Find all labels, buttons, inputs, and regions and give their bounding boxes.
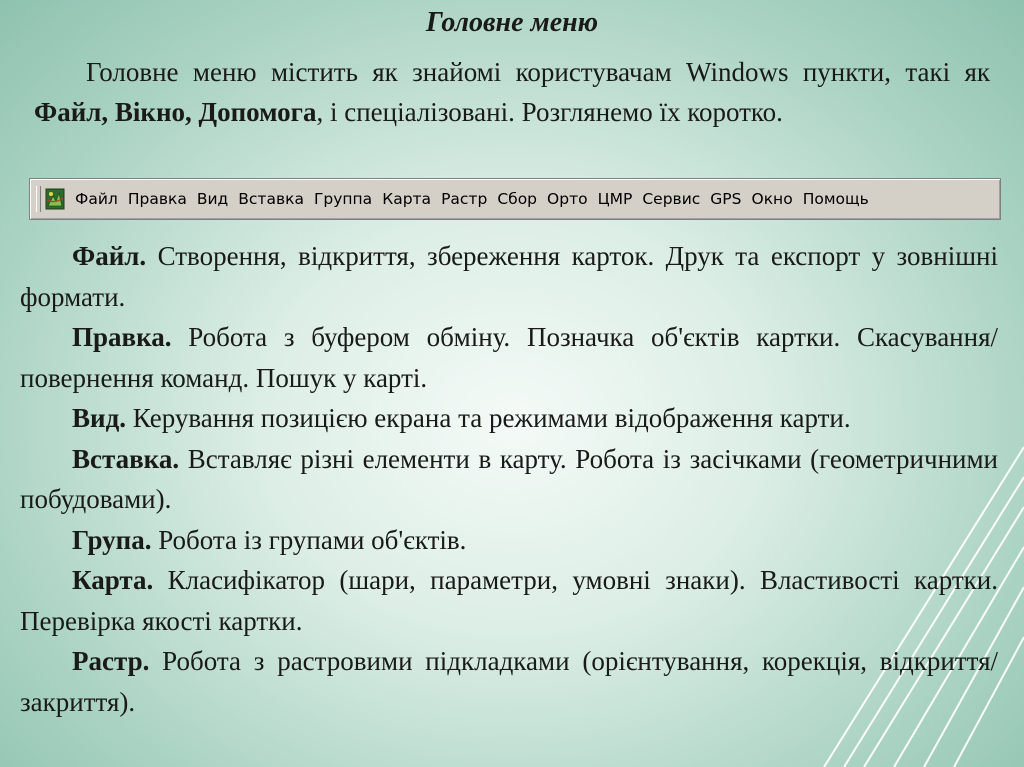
menu-item-file[interactable]: Файл [75,190,118,208]
description-group [20,520,998,561]
description-map [20,560,998,641]
menu-item-collect[interactable]: Сбор [497,190,538,208]
intro-text-end: , і спеціалізовані. Розглянемо їх коротко. [316,97,783,127]
menu-descriptions [20,236,998,722]
menu-item-edit[interactable]: Правка [127,190,187,208]
description-term: Карта. [72,565,154,595]
main-menu-bar [29,178,1001,220]
menu-item-view[interactable]: Вид [196,190,229,208]
menu-item-help[interactable]: Помощь [802,190,869,208]
menu-item-insert[interactable]: Вставка [238,190,304,208]
description-term: Правка. [72,322,172,352]
description-text: Керування позицією екрана та режимами відображення карти. [125,403,851,433]
menu-item-gps[interactable]: GPS [710,190,742,208]
menu-items [69,188,873,210]
description-edit [20,317,998,398]
toolbar-grip[interactable] [36,186,41,212]
description-text: Вставляє різні елементи в карту. Робота із засічками (геометричними побудовами). [20,443,998,514]
intro-space-2 [192,97,199,127]
intro-term-window: Вікно, [114,97,192,127]
intro-text-start: Головне меню містить як знайомі користувачам Windows пункти, такі як [86,57,990,87]
menu-item-ortho[interactable]: Орто [547,190,588,208]
description-text: Робота з буфером обміну. Позначка об'єктів картки. Скасування/повернення команд. Пошук у карті. [20,322,998,393]
menu-item-raster[interactable]: Растр [441,190,488,208]
slide-title: Головне меню [425,7,599,38]
intro-term-file: Файл, [34,97,109,127]
intro-space-1 [108,97,115,127]
menu-item-window[interactable]: Окно [751,190,793,208]
app-logo-icon[interactable] [45,188,65,210]
menu-item-dem[interactable]: ЦМР [597,190,633,208]
intro-term-help: Допомога [198,97,317,127]
description-raster [20,641,998,722]
description-term: Растр. [72,646,150,676]
description-text: Робота із групами об'єктів. [151,524,467,555]
description-term: Вставка. [72,443,180,474]
description-text: Робота з растровими підкладками (орієнтування, корекція, відкриття/закриття). [20,646,998,717]
description-term: Вид. [72,403,126,433]
description-text: Класифікатор (шари, параметри, умовні знаки). Властивості картки. Перевірка якості картки. [20,565,998,636]
intro-paragraph [34,52,990,132]
description-file [20,236,998,317]
description-term: Група. [72,524,152,555]
description-insert [20,439,998,520]
description-term: Файл. [72,241,147,271]
description-view [20,398,998,439]
description-text: Створення, відкриття, збереження карток. Друк та експорт у зовнішні формати. [20,241,998,312]
menu-item-service[interactable]: Сервис [642,190,701,208]
menu-item-group[interactable]: Группа [313,190,373,208]
menu-item-map[interactable]: Карта [382,190,432,208]
